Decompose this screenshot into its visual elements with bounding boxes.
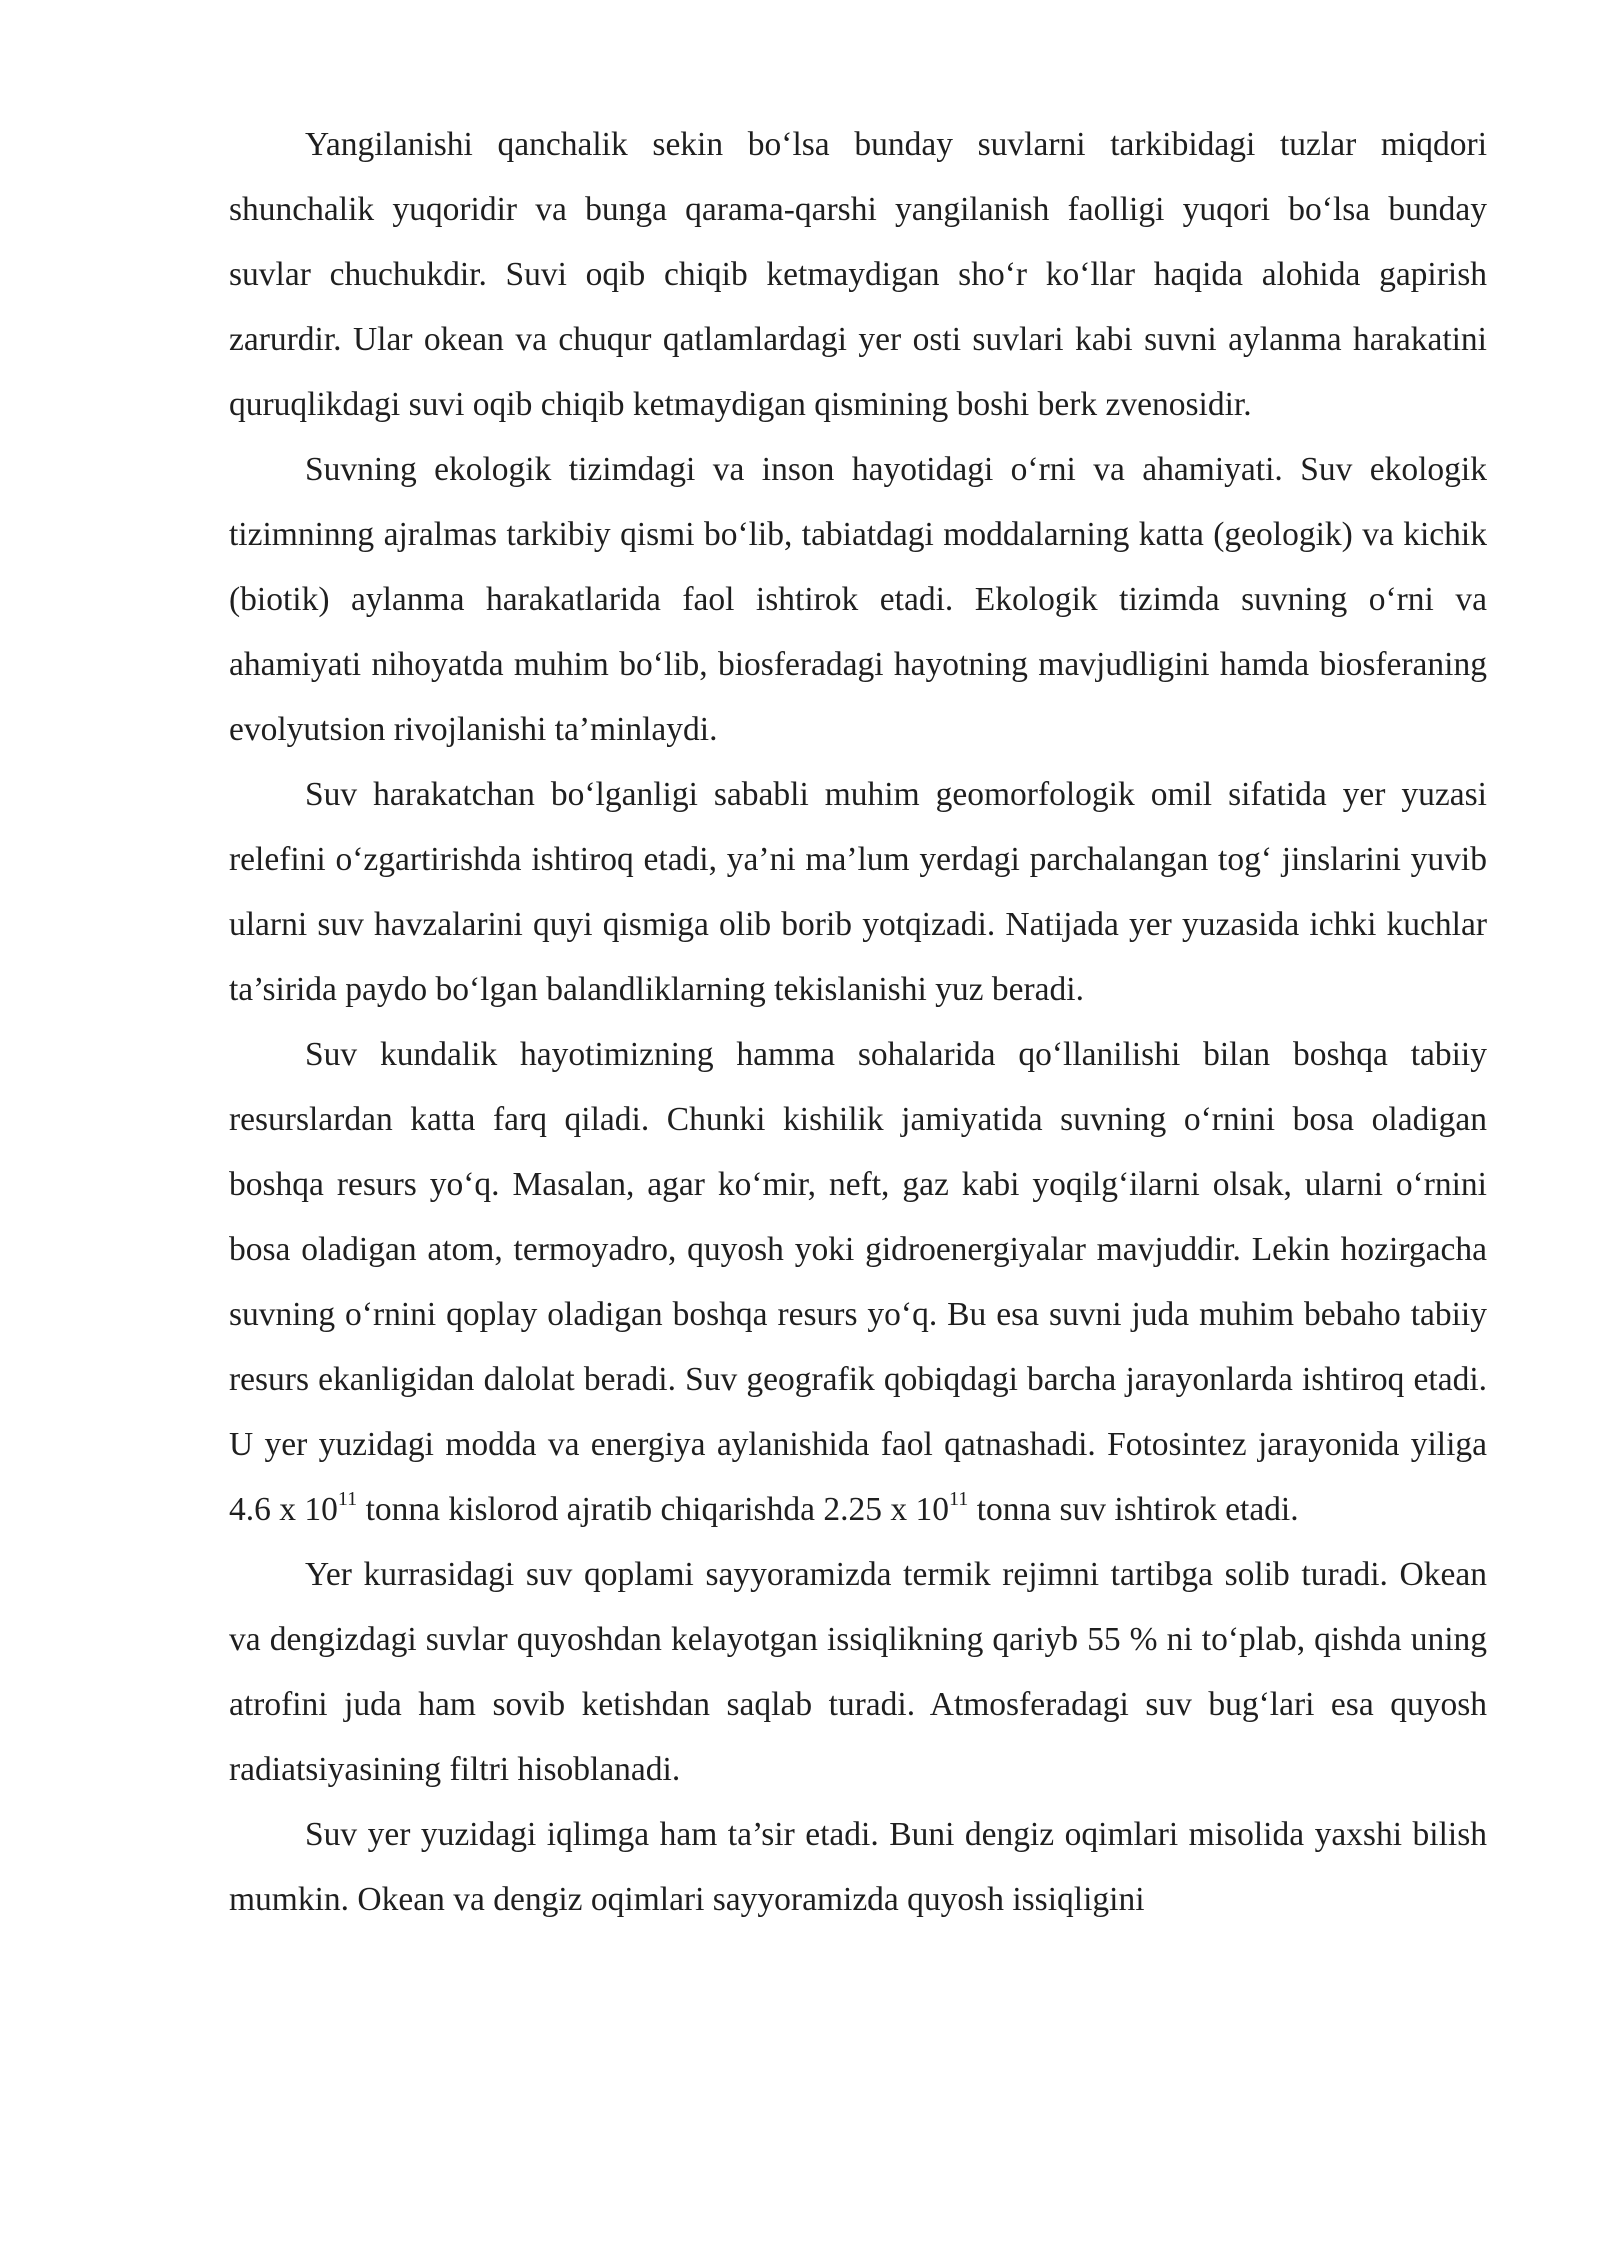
paragraph-2: Suvning ekologik tizimdagi va inson hayotidagi o‘rni va ahamiyati. Suv ekologik tizimninng ajralmas tarkibiy qismi bo‘lib, tabiatdagi moddalarning katta (geologik) va kichik (biotik) aylanma harakatlarida faol ishtirok etadi. Ekologik tizimda suvning o‘rni va ahamiyati nihoyatda muhim bo‘lib, biosferadagi hayotning mavjudligini hamda biosferaning evolyutsion rivojlanishi ta’minlaydi. [229, 451, 1487, 748]
paragraph-4 [229, 1022, 1487, 1542]
paragraph-3: Suv harakatchan bo‘lganligi sababli muhim geomorfologik omil sifatida yer yuzasi relefini o‘zgartirishda ishtiroq etadi, ya’ni ma’lum yerdagi parchalangan tog‘ jinslarini yuvib ularni suv havzalarini quyi qismiga olib borib yotqizadi. Natijada yer yuzasida ichki kuchlar ta’sirida paydo bo‘lgan balandliklarning tekislanishi yuz beradi. [229, 776, 1487, 1008]
paragraph-5: Yer kurrasidagi suv qoplami sayyoramizda termik rejimni tartibga solib turadi. Okean va dengizdagi suvlar quyoshdan kelayotgan issiqlikning qariyb 55 % ni to‘plab, qishda uning atrofini juda ham sovib ketishdan saqlab turadi. Atmosferadagi suv bug‘lari esa quyosh radiatsiyasining filtri hisoblanadi. [229, 1556, 1487, 1788]
paragraph-6: Suv yer yuzidagi iqlimga ham ta’sir etadi. Buni dengiz oqimlari misolida yaxshi bilish mumkin. Okean va dengiz oqimlari sayyoramizda quyosh issiqligini [229, 1816, 1487, 1918]
paragraph-4-text-b: tonna kislorod ajratib chiqarishda 2.25 x 10 [357, 1491, 949, 1528]
paragraph-4-text-a: Suv kundalik hayotimizning hamma sohalarida qo‘llanilishi bilan boshqa tabiiy resurslardan katta farq qiladi. Chunki kishilik jamiyatida suvning o‘rnini bosa oladigan boshqa resurs yo‘q. Masalan, agar ko‘mir, neft, gaz kabi yoqilg‘ilarni olsak, ularni o‘rnini bosa oladigan atom, termoyadro, quyosh yoki gidroenergiyalar mavjuddir. Lekin hozirgacha suvning o‘rnini qoplay oladigan boshqa resurs yo‘q. Bu esa suvni juda muhim bebaho tabiiy resurs ekanligidan dalolat beradi. Suv geografik qobiqdagi barcha jarayonlarda ishtiroq etadi. U yer yuzidagi modda va energiya aylanishida faol qatnashadi. Fotosintez jarayonida yiliga 4.6 x 10 [229, 1036, 1487, 1528]
document-page [229, 112, 1487, 1932]
paragraph-1: Yangilanishi qanchalik sekin bo‘lsa bunday suvlarni tarkibidagi tuzlar miqdori shunchalik yuqoridir va bunga qarama-qarshi yangilanish faolligi yuqori bo‘lsa bunday suvlar chuchukdir. Suvi oqib chiqib ketmaydigan sho‘r ko‘llar haqida alohida gapirish zarurdir. Ular okean va chuqur qatlamlardagi yer osti suvlari kabi suvni aylanma harakatini quruqlikdagi suvi oqib chiqib ketmaydigan qismining boshi berk zvenosidir. [229, 126, 1487, 423]
exponent-2: 11 [948, 1487, 969, 1510]
exponent-1: 11 [337, 1487, 358, 1510]
paragraph-4-text-c: tonna suv ishtirok etadi. [968, 1491, 1299, 1528]
